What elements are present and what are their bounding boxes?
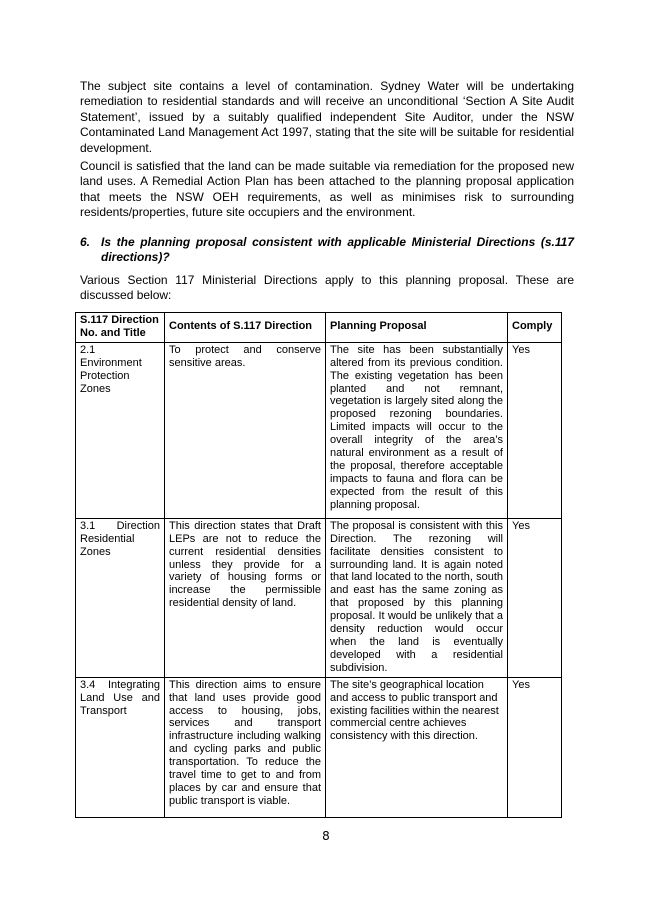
question-text: Is the planning proposal consistent with applicable Ministerial Directions (s.117 directions)? <box>101 235 574 265</box>
header-direction: S.117 Direction No. and Title <box>76 313 165 343</box>
header-contents: Contents of S.117 Direction <box>165 313 326 343</box>
question-number: 6. <box>80 235 91 249</box>
intro-paragraph: Various Section 117 Ministerial Directions apply to this planning proposal. These are discussed below: <box>80 273 574 303</box>
cell-proposal: The proposal is consistent with this Direction. The rezoning will facilitate densities consistent to surrounding land. It is again noted that land located to the north, south and east has the same zoning as that proposed by this planning proposal. It would be unlikely that a density reduction would occur when the land is eventually developed with a residential subdivision. <box>326 518 508 677</box>
remediation-paragraph: Council is satisfied that the land can be made suitable via remediation for the proposed new land uses. A Remedial Action Plan has been attached to the planning proposal application that meets the NSW OEH requirements, as well as minimises risk to surrounding residents/properties, future site occupiers and the environment. <box>80 159 574 220</box>
cell-direction: 3.4 Integrating Land Use and Transport <box>76 677 165 817</box>
cell-contents: This direction aims to ensure that land uses provide good access to housing, jobs, services and transport infrastructure including walking and cycling parks and public transportation. To reduce the travel time to get to and from places by car and ensure that public transport is viable. <box>165 677 326 817</box>
s117-directions-table <box>75 312 562 818</box>
cell-proposal: The site’s geographical location and access to public transport and existing facilities within the nearest commercial centre achieves consistency with this direction. <box>326 677 508 817</box>
contamination-paragraph: The subject site contains a level of contamination. Sydney Water will be undertaking remediation to residential standards and will receive an unconditional ‘Section A Site Audit Statement’, issued by a suitably qualified independent Site Auditor, under the NSW Contaminated Land Management Act 1997, stating that the site will be suitable for residential development. <box>80 79 574 155</box>
cell-comply: Yes <box>508 342 562 518</box>
page-number: 8 <box>322 829 330 843</box>
cell-comply: Yes <box>508 677 562 817</box>
table-row <box>76 518 562 677</box>
table-row <box>76 342 562 518</box>
table-row <box>76 677 562 817</box>
cell-proposal: The site has been substantially altered from its previous condition. The existing vegetation has been planted and not remnant, vegetation is largely sited along the proposed rezoning boundaries. Limited impacts will occur to the overall integrity of the area’s natural environment as a result of the proposal, therefore acceptable impacts to fauna and flora can be expected from the result of this planning proposal. <box>326 342 508 518</box>
cell-comply: Yes <box>508 518 562 677</box>
cell-contents: To protect and conserve sensitive areas. <box>165 342 326 518</box>
cell-contents: This direction states that Draft LEPs are not to reduce the current residential densities unless they provide for a variety of housing forms or increase the permissible residential density of land. <box>165 518 326 677</box>
header-comply: Comply <box>508 313 562 343</box>
table-header-row <box>76 313 562 343</box>
question-heading <box>80 235 574 266</box>
cell-direction: 3.1 Direction Residential Zones <box>76 518 165 677</box>
cell-direction: 2.1 Environment Protection Zones <box>76 342 165 518</box>
header-proposal: Planning Proposal <box>326 313 508 343</box>
